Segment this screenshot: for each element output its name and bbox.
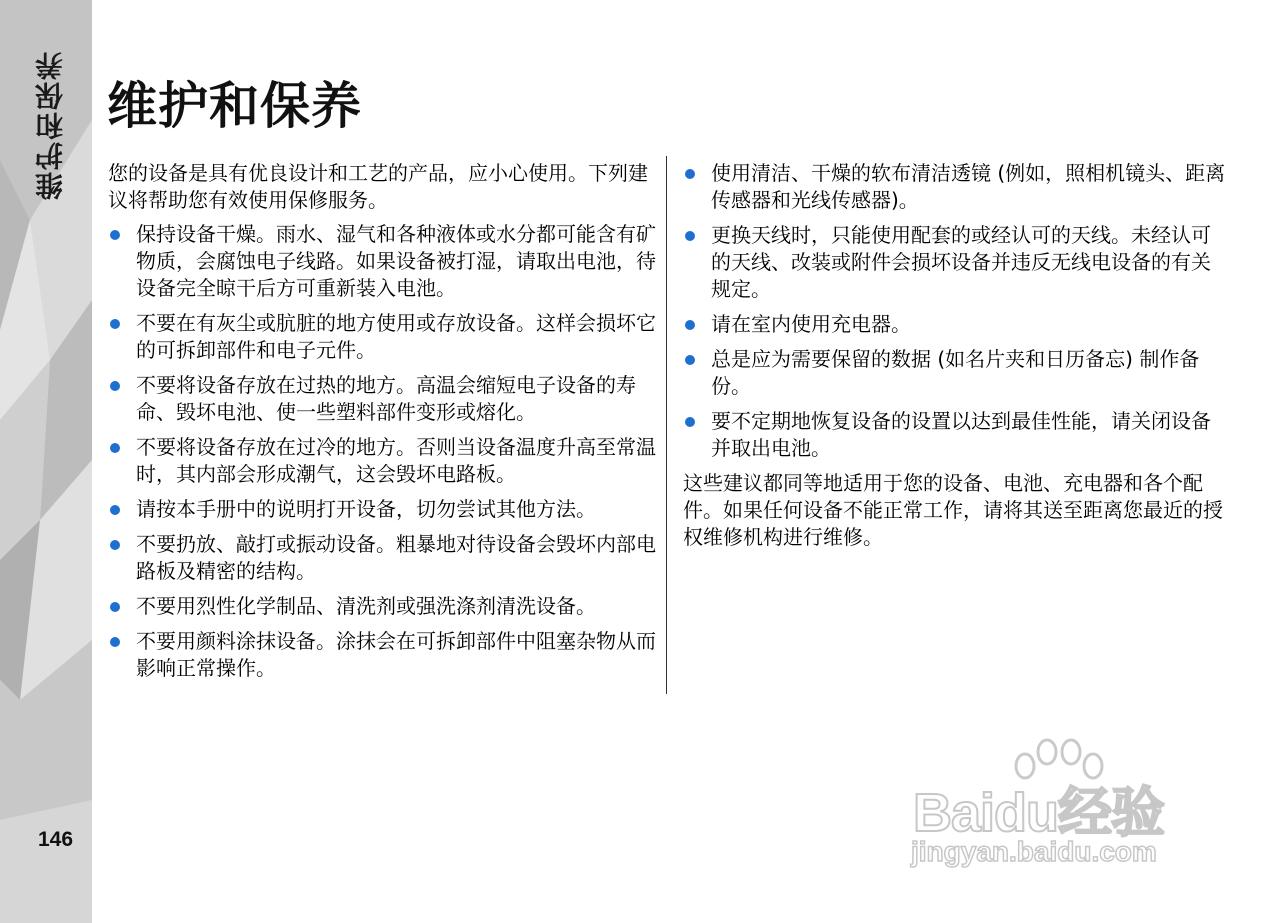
list-item [108,593,656,620]
list-item-text: 总是应为需要保留的数据 (如名片夹和日历备忘) 制作备份。 [711,347,1200,398]
right-bullet-list [683,160,1228,462]
list-item-text: 使用清洁、干燥的软布清洁透镜 (例如，照相机镜头、距离传感器和光线传感器)。 [711,161,1226,212]
bullet-icon [110,443,120,453]
bullet-icon [110,540,120,550]
list-item-text: 更换天线时，只能使用配套的或经认可的天线。未经认可的天线、改装或附件会损坏设备并违反无线电设备的有关规定。 [711,223,1211,301]
list-item [108,310,656,364]
list-item-text: 不要在有灰尘或肮脏的地方使用或存放设备。这样会损坏它的可拆卸部件和电子元件。 [136,311,656,362]
column-divider [666,156,667,694]
bullet-icon [110,602,120,612]
bullet-icon [110,505,120,515]
watermark-logo: Baidu经验 [913,783,1165,843]
list-item-text: 不要将设备存放在过热的地方。高温会缩短电子设备的寿命、毁坏电池、使一些塑料部件变形或熔化。 [136,373,636,424]
left-bullet-list [108,221,656,682]
bullet-icon [110,319,120,329]
list-item [108,372,656,426]
list-item-text: 不要将设备存放在过冷的地方。否则当设备温度升高至常温时，其内部会形成潮气，这会毁坏电路板。 [136,435,656,486]
right-column [683,160,1228,558]
list-item [108,434,656,488]
bullet-icon [685,231,695,241]
list-item-text: 请按本手册中的说明打开设备，切勿尝试其他方法。 [136,497,596,521]
list-item [683,408,1228,462]
list-item [108,221,656,302]
list-item-text: 请在室内使用充电器。 [711,312,911,336]
bullet-icon [685,320,695,330]
sidebar [0,0,92,923]
list-item-text: 要不定期地恢复设备的设置以达到最佳性能，请关闭设备并取出电池。 [711,409,1211,460]
closing-paragraph: 这些建议都同等地适用于您的设备、电池、充电器和各个配件。如果任何设备不能正常工作，请将其送至距离您最近的授权维修机构进行维修。 [683,471,1223,549]
list-item [108,628,656,682]
sidebar-section-title: 维护和保养 [34,50,67,200]
list-item [683,160,1228,214]
list-item-text: 不要用烈性化学制品、清洗剂或强洗涤剂清洗设备。 [136,594,596,618]
list-item [108,496,656,523]
list-item-text: 保持设备干燥。雨水、湿气和各种液体或水分都可能含有矿物质，会腐蚀电子线路。如果设备被打湿，请取出电池，待设备完全晾干后方可重新装入电池。 [136,222,656,300]
bullet-icon [685,169,695,179]
bullet-icon [685,417,695,427]
list-item [683,346,1228,400]
list-item [108,531,656,585]
intro-paragraph: 您的设备是具有优良设计和工艺的产品，应小心使用。下列建议将帮助您有效使用保修服务。 [108,161,648,212]
left-column [108,160,656,690]
list-item [683,311,1228,338]
list-item-text: 不要扔放、敲打或振动设备。粗暴地对待设备会毁坏内部电路板及精密的结构。 [136,532,656,583]
bullet-icon [110,381,120,391]
list-item [683,222,1228,303]
list-item-text: 不要用颜料涂抹设备。涂抹会在可拆卸部件中阻塞杂物从而影响正常操作。 [136,629,656,680]
bullet-icon [110,637,120,647]
bullet-icon [685,355,695,365]
page-title: 维护和保养 [107,77,362,135]
page-number: 146 [38,828,74,851]
baidu-watermark [905,740,1205,870]
bullet-icon [110,230,120,240]
watermark-url: jingyan.baidu.com [911,836,1157,867]
